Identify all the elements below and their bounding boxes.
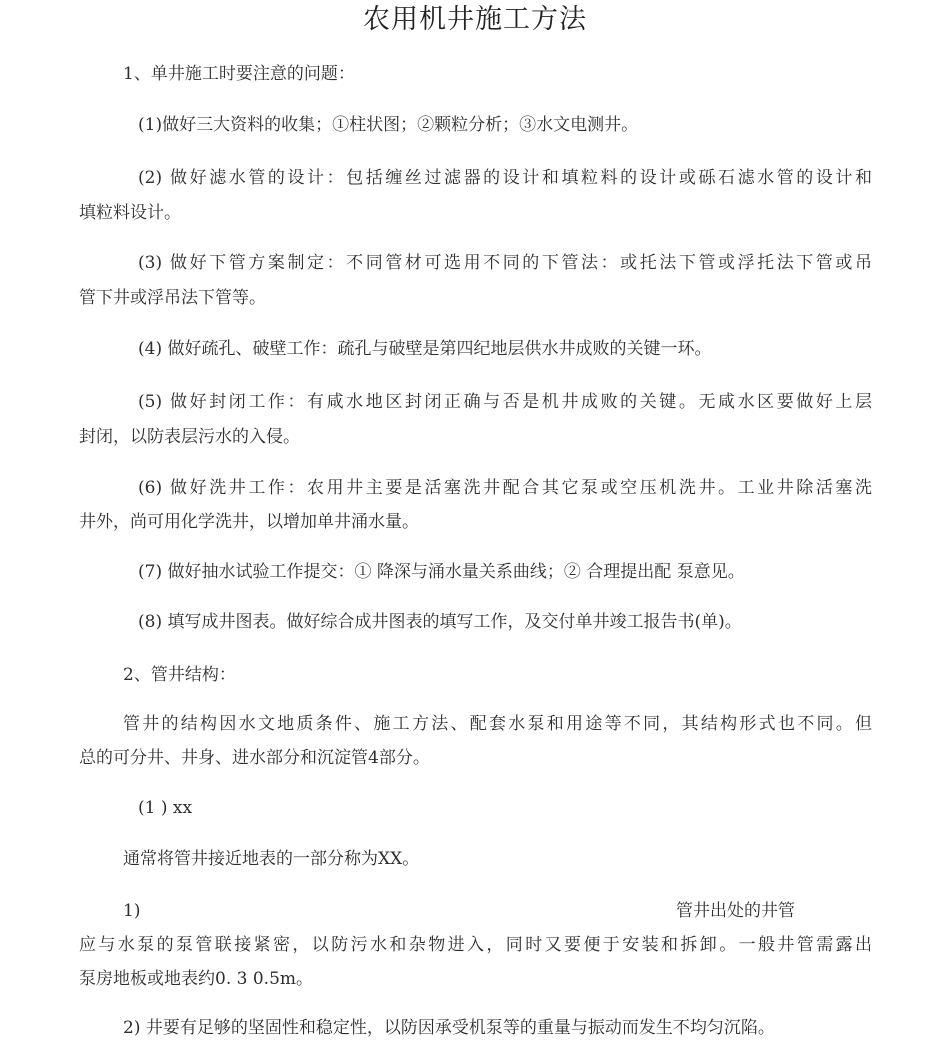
paragraph-5-line-1: (5) 做好封闭工作：有咸水地区封闭正确与否是机井成败的关键。无咸水区要做好上层 [138,392,872,412]
paragraph-7: (7) 做好抽水试验工作提交：① 降深与涌水量关系曲线；② 合理提出配 泵意见。 [138,562,745,582]
paragraph-3-line-2: 管下井或浮吊法下管等。 [79,288,266,308]
item-1-label: 1) [123,901,141,921]
section1-heading: 1、单井施工时要注意的问题： [123,64,355,84]
structure-intro-line-1: 管井的结构因水文地质条件、施工方法、配套水泵和用途等不同，其结构形式也不同。但 [123,714,872,734]
item-1-right-text: 管井出处的井管 [676,901,795,921]
subsection-1-text: 通常将管井接近地表的一部分称为XX。 [123,849,420,869]
structure-intro-line-2: 总的可分井、井身、进水部分和沉淀管4部分。 [79,748,430,768]
paragraph-4: (4) 做好疏孔、破壁工作：疏孔与破壁是第四纪地层供水井成败的关键一环。 [138,339,712,359]
item-1-line-3: 泵房地板或地表约0. 3 0.5m。 [79,969,313,989]
item-2: 2) 井要有足够的坚固性和稳定性，以防因承受机泵等的重量与振动而发生不均匀沉陷。 [123,1018,775,1038]
paragraph-6-line-2: 井外，尚可用化学洗井，以增加单井涌水量。 [79,512,419,532]
paragraph-2-line-2: 填粒料设计。 [79,203,181,223]
paragraph-5-line-2: 封闭，以防表层污水的入侵。 [79,427,300,447]
item-1-line-2: 应与水泵的泵管联接紧密，以防污水和杂物进入，同时又要便于安装和拆卸。一般井管需露出 [79,935,872,955]
paragraph-8: (8) 填写成井图表。做好综合成井图表的填写工作，及交付单井竣工报告书(单)。 [138,612,742,632]
paragraph-2-line-1: (2) 做好滤水管的设计：包括缠丝过滤器的设计和填粒料的设计或砾石滤水管的设计和 [138,168,872,188]
paragraph-3-line-1: (3) 做好下管方案制定：不同管材可选用不同的下管法：或托法下管或浮托法下管或吊 [138,253,872,273]
paragraph-1: (1)做好三大资料的收集；①柱状图；②颗粒分析；③水文电测井。 [138,115,639,135]
paragraph-6-line-1: (6) 做好洗井工作：农用井主要是活塞洗井配合其它泵或空压机洗井。工业井除活塞洗 [138,478,872,498]
document-title: 农用机井施工方法 [363,4,587,35]
section2-heading: 2、管井结构： [123,665,236,685]
subsection-1-heading: (1 ) xx [138,798,193,818]
